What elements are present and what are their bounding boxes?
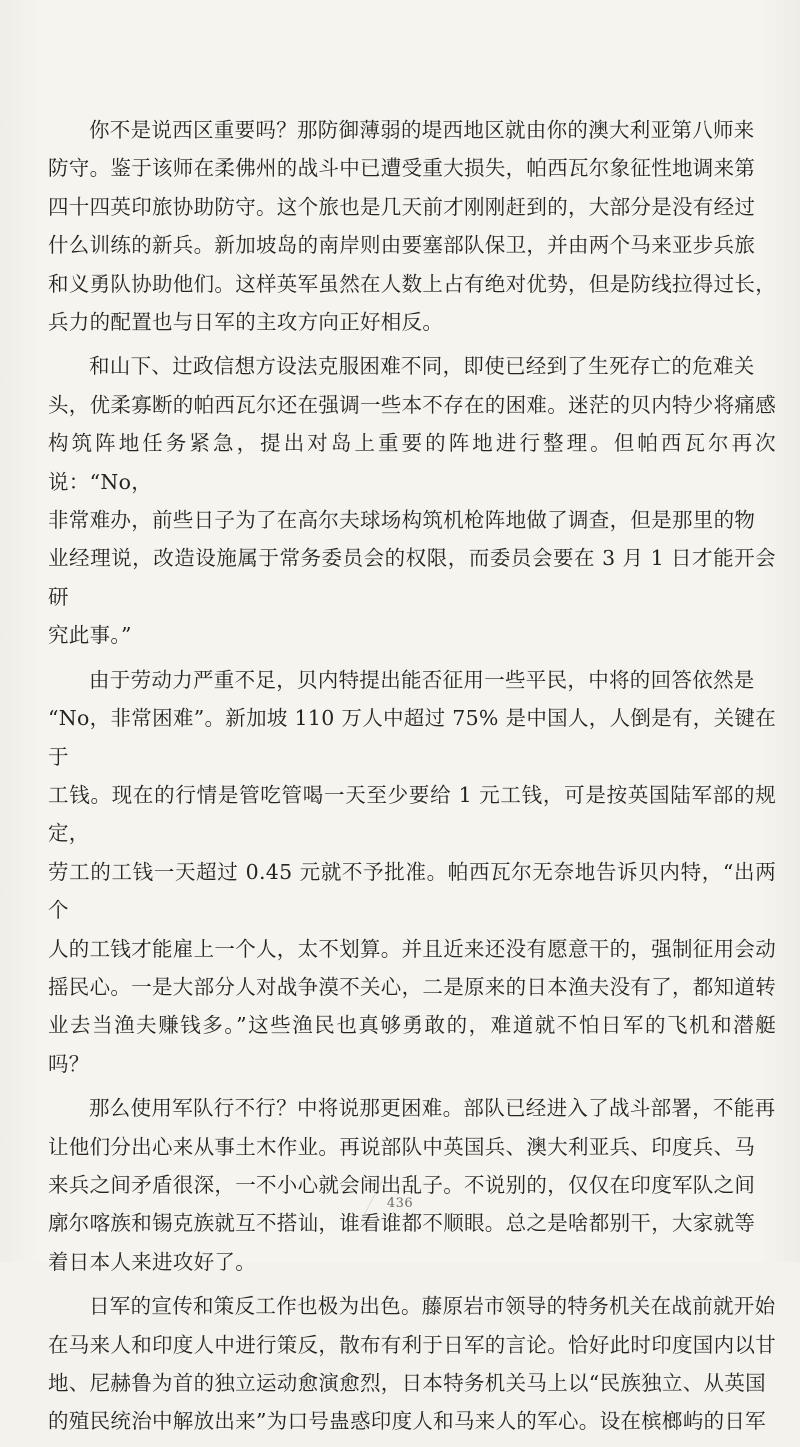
- paragraph-4: 那么使用军队行不行？中将说那更困难。部队已经进入了战斗部署，不能再 让他们分出心来从事土木作业。再说部队中英国兵、澳大利亚兵、印度兵、马 来兵之间矛盾很深，一不小心就会闹出乱子。不说别的，仅仅在印度军队之间 廓尔喀族和锡克族就互不搭讪，谁看谁都不顺眼。总之是啥都别干，大家就等 着日本人来进攻好了。: [48, 1096, 776, 1274]
- paragraph-1: 你不是说西区重要吗？那防御薄弱的堤西地区就由你的澳大利亚第八师来 防守。鉴于该师在柔佛州的战斗中已遭受重大损失，帕西瓦尔象征性地调来第 四十四英印旅协助防守。这个旅也是几天前才刚刚赶到的，大部分是没有经过 什么训练的新兵。新加坡岛的南岸则由要塞部队保卫，并由两个马来亚步兵旅 和义勇队协助他们。这样英军虽然在人数上占有绝对优势，但是防线拉得过长， 兵力的配置也与日军的主攻方向正好相反。: [48, 118, 776, 335]
- body-text: [48, 111, 776, 1447]
- paragraph-3: 由于劳动力严重不足，贝内特提出能否征用一些平民，中将的回答依然是 “No，非常困难”。新加坡 110 万人中超过 75% 是中国人，人倒是有，关键在于 工钱。现在的行情是管吃管喝一天至少要给 1 元工钱，可是按英国陆军部的规定， 劳工的工钱一天超过 0.45 元就不予批准。帕西瓦尔无奈地告诉贝内特，“出两个 人的工钱才能雇上一个人，太不划算。并且近来还没有愿意干的，强制征用会动 摇民心。一是大部分人对战争漠不关心，二是原来的日本渔夫没有了，都知道转 业去当渔夫赚钱多。”这些渔民也真够勇敢的，难道就不怕日军的飞机和潜艇吗？: [48, 667, 776, 1076]
- page-number: 436: [386, 1196, 414, 1211]
- paragraph-2: 和山下、辻政信想方设法克服困难不同，即使已经到了生死存亡的危难关 头，优柔寡断的帕西瓦尔还在强调一些本不存在的困难。迷茫的贝内特少将痛感 构筑阵地任务紧急，提出对岛上重要的阵地进行整理。但帕西瓦尔再次说：“No， 非常难办，前些日子为了在高尔夫球场构筑机枪阵地做了调查，但是那里的物 业经理说，改造设施属于常务委员会的权限，而委员会要在 3 月 1 日才能开会研 究此事。”: [48, 354, 776, 648]
- paragraph-5: 日军的宣传和策反工作也极为出色。藤原岩市领导的特务机关在战前就开始 在马来人和印度人中进行策反，散布有利于日军的言论。恰好此时印度国内以甘 地、尼赫鲁为首的独立运动愈演愈烈，日本特务机关马上以“民族独立、从英国 的殖民统治中解放出来”为口号蛊惑印度人和马来人的军心。设在槟榔屿的日军: [48, 1294, 776, 1434]
